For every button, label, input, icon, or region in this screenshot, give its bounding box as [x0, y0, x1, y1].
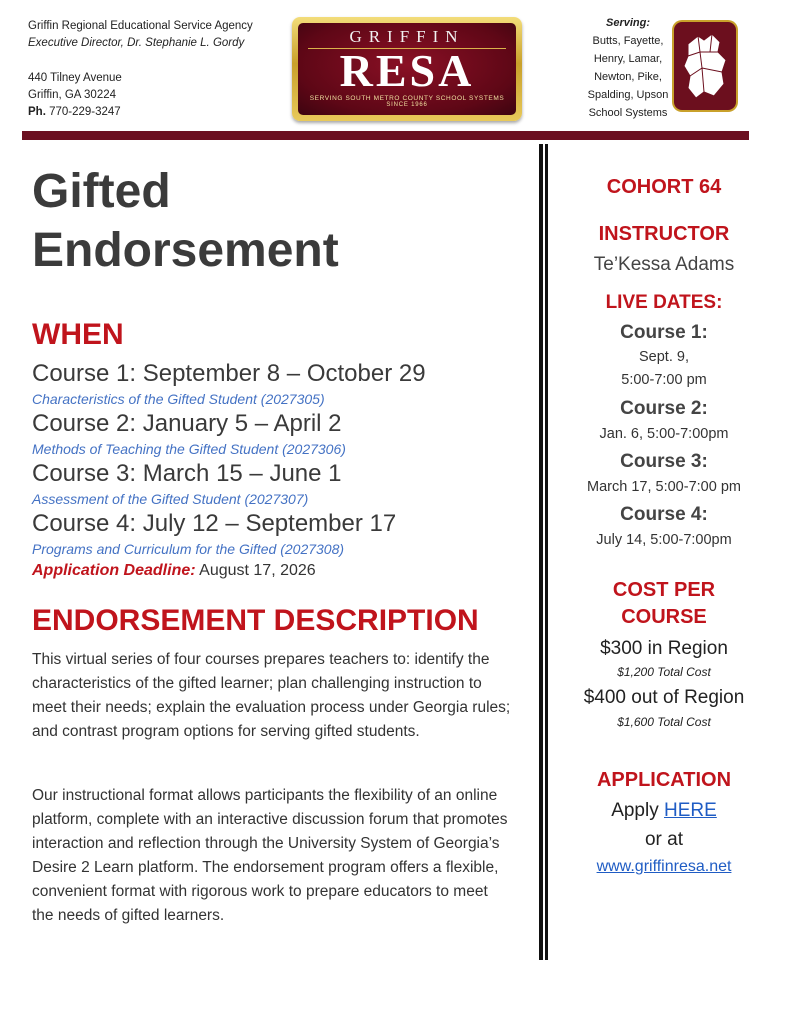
- description-heading: ENDORSEMENT DESCRIPTION: [32, 604, 479, 637]
- live-course-1-time: 5:00-7:00 pm: [621, 372, 707, 388]
- course-2-name: Methods of Teaching the Gifted Student (2027306): [32, 441, 346, 457]
- phone-number: 770-229-3247: [45, 106, 121, 118]
- deadline-value: August 17, 2026: [195, 562, 316, 579]
- live-course-3: Course 3:: [620, 451, 708, 472]
- logo-tagline: SERVING SOUTH METRO COUNTY SCHOOL SYSTEMS: [309, 95, 505, 102]
- live-course-2: Course 2:: [620, 398, 708, 419]
- live-course-4-date: July 14, 5:00-7:00pm: [596, 532, 732, 548]
- application-heading: APPLICATION: [596, 769, 732, 791]
- course-4-name: Programs and Curriculum for the Gifted (2027308): [32, 541, 345, 557]
- course-3-dates: Course 3: March 15 – June 1: [32, 460, 342, 487]
- column-divider: [539, 144, 543, 960]
- instructor-heading: INSTRUCTOR: [598, 223, 730, 245]
- agency-name: Griffin Regional Educational Service Agency: [28, 20, 253, 32]
- serving-line: Butts, Fayette,: [592, 35, 664, 47]
- course-2-dates: Course 2: January 5 – April 2: [32, 410, 342, 437]
- serving-line: School Systems: [588, 107, 668, 119]
- description-paragraph-2: Our instructional format allows participants the flexibility of an online platform, complete with an interactive discussion forum that promotes interaction and reflection through the University System of Georgia’s Desire 2 Learn platform. The endorsement program offers a flexible, convenient format with rigorous work to prepare educators to meet the needs of gifted learners.: [32, 787, 508, 924]
- live-dates-heading: LIVE DATES:: [605, 292, 723, 313]
- website-link[interactable]: www.griffinresa.net: [596, 858, 732, 875]
- website-line: [560, 858, 768, 876]
- instructor-name: Te’Kessa Adams: [593, 254, 735, 275]
- deadline-label: Application Deadline:: [32, 562, 196, 579]
- apply-here-link[interactable]: HERE: [664, 800, 717, 821]
- serving-line: Newton, Pike,: [594, 71, 662, 83]
- live-course-3-date: March 17, 5:00-7:00 pm: [587, 479, 741, 495]
- serving-label: Serving:: [605, 17, 650, 29]
- serving-line: Spalding, Upson: [587, 89, 669, 101]
- in-region-cost: $300 in Region: [600, 638, 728, 659]
- cost-heading-1: COST PER: [612, 579, 716, 601]
- course-4-dates: Course 4: July 12 – September 17: [32, 510, 397, 537]
- column-divider: [545, 144, 548, 960]
- executive-director: Executive Director, Dr. Stephanie L. Gordy: [28, 37, 245, 49]
- when-heading: WHEN: [32, 318, 124, 351]
- apply-line: [560, 800, 768, 822]
- address-line-1: 440 Tilney Avenue: [28, 72, 122, 84]
- serving-counties: [568, 14, 688, 122]
- logo-since: SINCE 1966: [386, 102, 428, 108]
- logo-resa-text: RESA: [339, 45, 475, 96]
- apply-prefix: Apply: [611, 800, 664, 821]
- region-map-icon: [674, 22, 736, 110]
- live-course-1: Course 1:: [620, 322, 708, 343]
- application-deadline: [32, 562, 316, 580]
- course-3-name: Assessment of the Gifted Student (2027307): [32, 491, 309, 507]
- cost-heading-2: COURSE: [621, 606, 707, 628]
- description-paragraph-1: This virtual series of four courses prepares teachers to: identify the characteristics of the gifted learner; plan challenging instruction to meet their needs; explain the evaluation process under Georgia rules; and contrast program options for serving gifted students.: [32, 651, 511, 740]
- serving-line: Henry, Lamar,: [593, 53, 663, 65]
- out-region-cost: $400 out of Region: [583, 687, 745, 708]
- out-region-total: $1,600 Total Cost: [617, 715, 711, 729]
- live-course-4: Course 4:: [620, 504, 708, 525]
- cohort-label: COHORT 64: [606, 176, 722, 198]
- course-1-name: Characteristics of the Gifted Student (2027305): [32, 391, 325, 407]
- agency-info: [28, 18, 253, 121]
- or-at: or at: [644, 829, 684, 850]
- course-1-dates: Course 1: September 8 – October 29: [32, 360, 426, 387]
- phone-label: Ph.: [28, 106, 46, 118]
- phone: [28, 104, 253, 121]
- page-title: Gifted Endorsement: [32, 165, 339, 277]
- griffin-resa-logo: [292, 17, 522, 121]
- header-divider: [22, 131, 749, 140]
- in-region-total: $1,200 Total Cost: [617, 665, 711, 679]
- address-line-2: Griffin, GA 30224: [28, 89, 117, 101]
- live-course-1-date: Sept. 9,: [639, 349, 689, 365]
- logo-griffin-text: GRIFFIN: [349, 27, 465, 46]
- live-course-2-date: Jan. 6, 5:00-7:00pm: [599, 426, 729, 442]
